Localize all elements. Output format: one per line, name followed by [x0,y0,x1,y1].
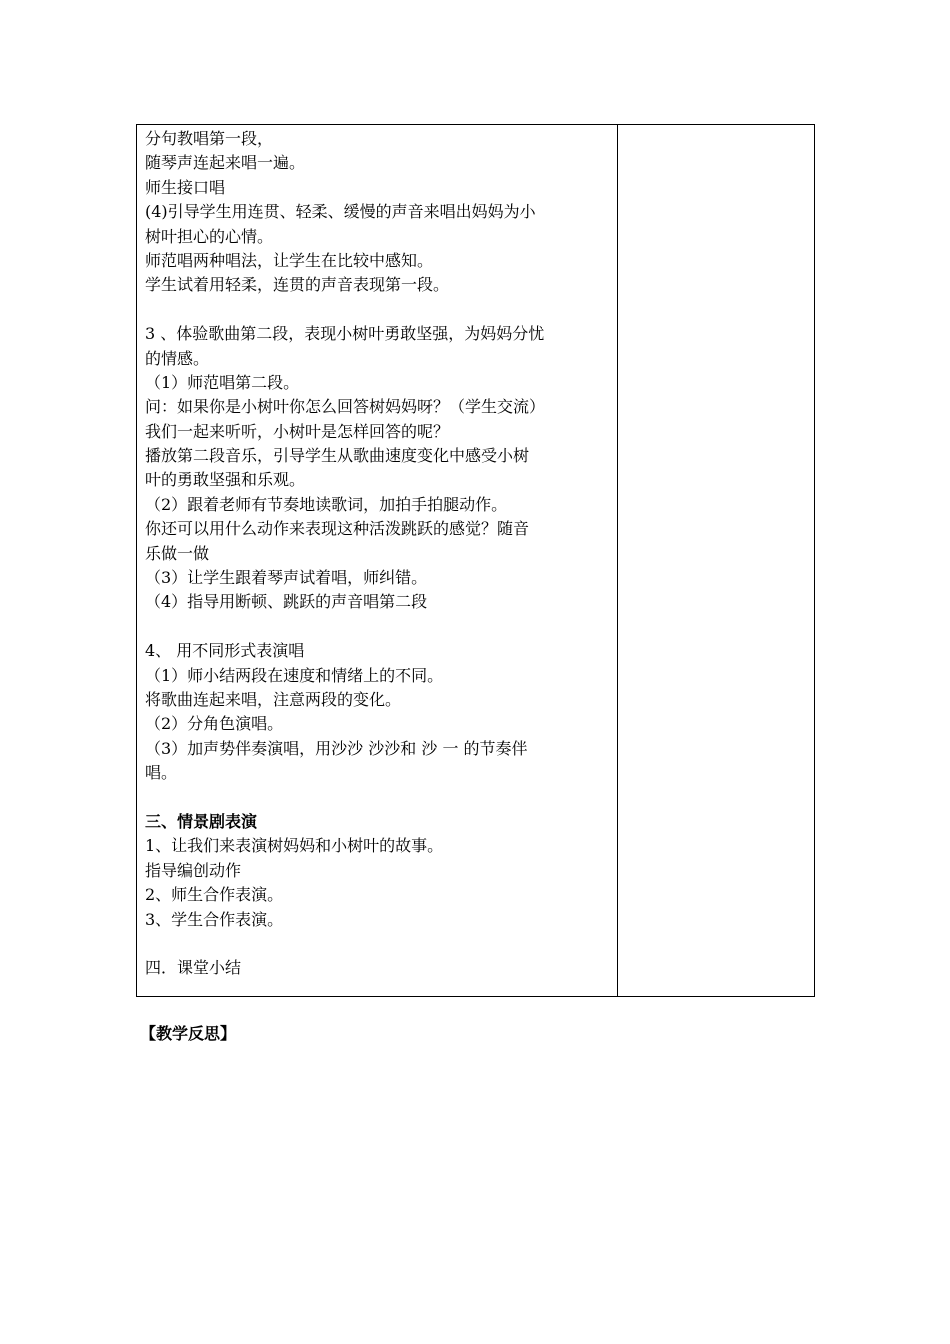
text-line: 叶的勇敢坚强和乐观。 [145,470,306,490]
text-line: 分句教唱第一段， [145,129,274,148]
blank-line [145,298,617,322]
text-line: 师范唱两种唱法，让学生在比较中感知。 [145,250,434,270]
text-line: （3）加声势伴奏演唱，用沙沙 沙沙和 沙 一 的节奏伴 [145,738,528,758]
text-line: （1）师小结两段在速度和情绪上的不同。 [145,665,444,685]
text-line: 师生接口唱 [145,177,226,197]
text-line: 乐做一做 [145,543,210,563]
text-line: （1）师范唱第二段。 [145,372,300,392]
text-line: 4、 用不同形式表演唱 [145,641,305,661]
text-line: （4）指导用断顿、跳跃的声音唱第二段 [145,592,428,612]
lesson-plan-table [136,124,815,997]
text-line: 随琴声连起来唱一遍。 [145,153,306,173]
text-line: 学生试着用轻柔，连贯的声音表现第一段。 [145,275,450,295]
text-line: 播放第二段音乐，引导学生从歌曲速度变化中感受小树 [145,446,530,466]
text-line: 唱。 [145,763,178,783]
text-line: （2）跟着老师有节奏地读歌词，加拍手拍腿动作。 [145,494,508,514]
text-line: 将歌曲连起来唱，注意两段的变化。 [145,689,402,709]
text-line: 树叶担心的心情。 [145,226,274,246]
teaching-process-column [137,125,618,996]
notes-column [618,125,814,996]
text-line: 的情感。 [145,348,210,368]
text-line: 问：如果你是小树叶你怎么回答树妈妈呀？（学生交流） [145,397,546,417]
text-line: 我们一起来听听，小树叶是怎样回答的呢？ [145,421,450,441]
blank-line [145,615,617,639]
text-line: 三、情景剧表演 [145,811,258,831]
text-line: （3）让学生跟着琴声试着唱，师纠错。 [145,568,428,588]
text-line: 3 、体验歌曲第二段，表现小树叶勇敢坚强，为妈妈分忧 [145,324,545,344]
blank-line [145,786,617,810]
text-line: (4)引导学生用连贯、轻柔、缓慢的声音来唱出妈妈为小 [145,202,536,222]
text-line: 2、师生合作表演。 [145,885,284,905]
blank-line [145,932,617,956]
text-line: 3、学生合作表演。 [145,909,284,929]
teaching-reflection-heading: 【教学反思】 [140,1024,237,1043]
text-line: 你还可以用什么动作来表现这种活泼跳跃的感觉？随音 [145,519,530,539]
text-line: 指导编创动作 [145,860,242,880]
text-line: （2）分角色演唱。 [145,714,284,734]
text-line: 四．课堂小结 [145,958,242,978]
text-line: 1、让我们来表演树妈妈和小树叶的故事。 [145,836,444,856]
